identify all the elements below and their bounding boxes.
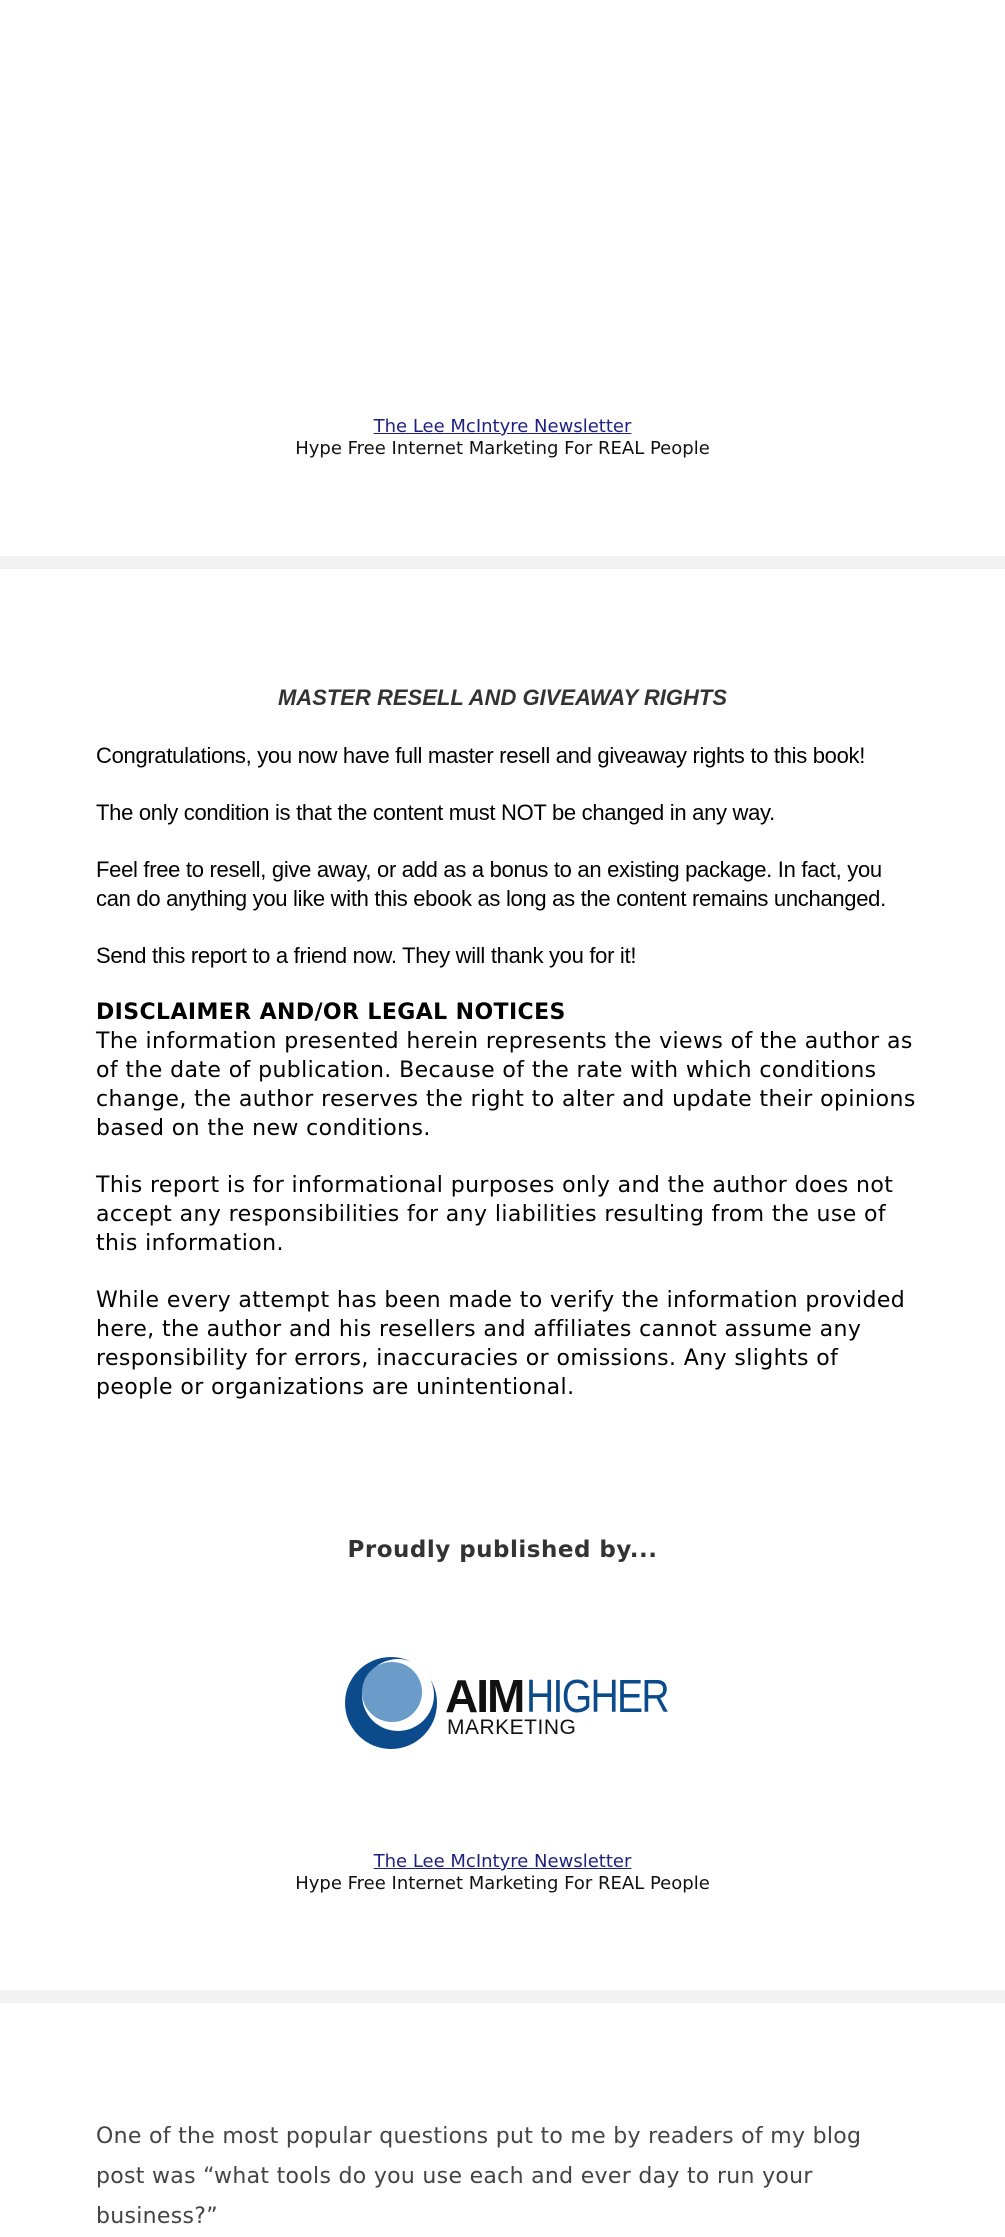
rights-section [96, 741, 916, 1430]
intro-paragraph: One of the most popular questions put to me by readers of my blog post was “what tools do you use each and ever day to run your business?” [96, 2124, 862, 2229]
rights-paragraph: Send this report to a friend now. They will thank you for it! [96, 943, 637, 968]
rights-paragraph: The only condition is that the content must NOT be changed in any way. [96, 800, 775, 825]
logo-aim-text: AIM [445, 1670, 524, 1722]
page-footer [0, 1851, 1005, 1895]
footer-tagline: Hype Free Internet Marketing For REAL People [295, 438, 710, 459]
page-1 [0, 0, 1005, 556]
published-by-text: Proudly published by... [347, 1537, 658, 1563]
newsletter-link[interactable]: The Lee McIntyre Newsletter [373, 1851, 632, 1872]
disclaimer-paragraph: While every attempt has been made to verify the information provided here, the author and his resellers and affiliates cannot assume any responsibility for errors, inaccuracies or omissions. Any slights of people or organizations are unintentional. [96, 1288, 906, 1400]
aim-higher-logo [345, 1655, 675, 1751]
page-divider [0, 1990, 1005, 2003]
newsletter-link[interactable]: The Lee McIntyre Newsletter [373, 416, 632, 437]
rights-paragraph: Feel free to resell, give away, or add as a bonus to an existing package. In fact, you can do anything you like with this ebook as long as the content remains unchanged. [96, 857, 886, 911]
logo-higher-text: HIGHER [526, 1670, 669, 1722]
rights-paragraph: Congratulations, you now have full master resell and giveaway rights to this book! [96, 743, 866, 768]
logo-marketing-text: MARKETING [447, 1716, 577, 1739]
page-divider [0, 556, 1005, 569]
page-footer [0, 416, 1005, 460]
logo-circle-light [362, 1662, 422, 1722]
disclaimer-title: DISCLAIMER AND/OR LEGAL NOTICES [96, 1000, 566, 1025]
disclaimer-paragraph: The information presented herein represents the views of the author as of the date of publication. Because of the rate with which conditions change, the author reserves the right to alter and update their opinions based on the new conditions. [96, 1029, 916, 1141]
rights-title: MASTER RESELL AND GIVEAWAY RIGHTS [277, 685, 727, 710]
disclaimer-paragraph: This report is for informational purposes only and the author does not accept any responsibilities for any liabilities resulting from the use of this information. [96, 1173, 894, 1256]
footer-tagline: Hype Free Internet Marketing For REAL People [295, 1873, 710, 1894]
